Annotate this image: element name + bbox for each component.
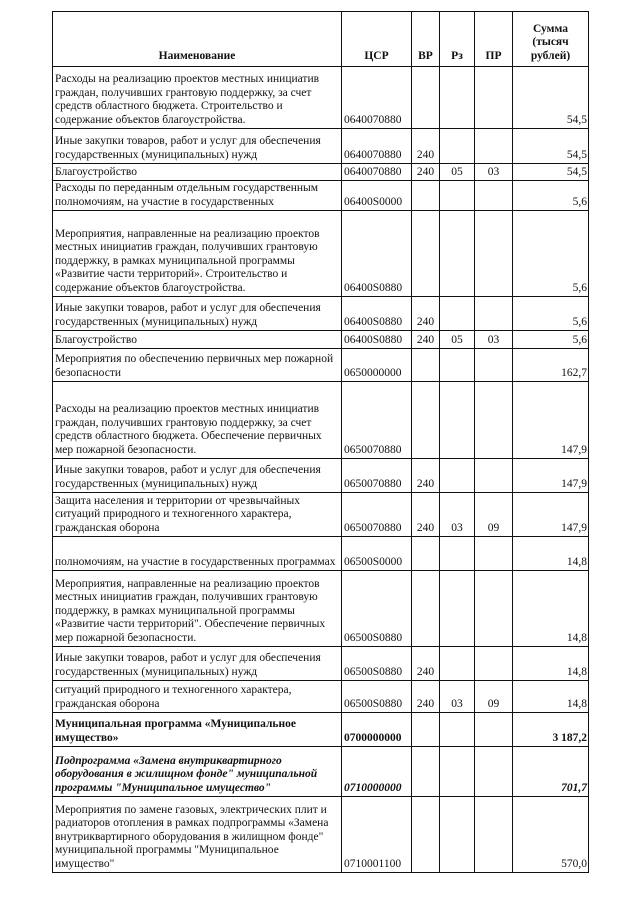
row-pr [475,297,513,331]
row-rz: 03 [440,681,475,713]
row-pr [475,747,513,797]
row-rz [440,459,475,493]
row-csr: 0640070880 [342,164,412,181]
row-vr [412,797,440,873]
row-pr [475,537,513,571]
header-rz: Рз [440,12,475,67]
row-csr: 0710001100 [342,797,412,873]
row-rz [440,297,475,331]
table-row [53,681,589,713]
table-row [53,181,589,211]
row-vr: 240 [412,459,440,493]
row-vr: 240 [412,297,440,331]
row-name: Расходы на реализацию проектов местных инициатив граждан, получивших грантовую поддержку, за счет средств областного бюджета. Строительство и содержание объектов благоустройства. [53,67,342,129]
row-rz [440,747,475,797]
row-name: Защита населения и территории от чрезвычайных ситуаций природного и техногенного характера, гражданская оборона [53,493,342,537]
row-sum: 570,0 [513,797,589,873]
table-row [53,797,589,873]
row-pr: 09 [475,493,513,537]
row-csr: 06500S0000 [342,537,412,571]
row-csr: 0650070880 [342,459,412,493]
table-row [53,459,589,493]
row-vr [412,747,440,797]
table-row [53,331,589,349]
row-csr: 0640070880 [342,129,412,164]
row-name: Мероприятия по обеспечению первичных мер пожарной безопасности [53,349,342,382]
row-name: Расходы на реализацию проектов местных инициатив граждан, получивших грантовую поддержку, за счет средств областного бюджета. Обеспечение первичных мер пожарной безопасности. [53,382,342,459]
row-rz [440,797,475,873]
row-csr: 06400S0880 [342,297,412,331]
table-row [53,164,589,181]
row-vr: 240 [412,331,440,349]
row-rz: 05 [440,164,475,181]
row-name: Иные закупки товаров, работ и услуг для обеспечения государственных (муниципальных) нужд [53,129,342,164]
budget-document [52,11,588,873]
row-pr [475,797,513,873]
row-name: Благоустройство [53,331,342,349]
row-csr: 06500S0880 [342,571,412,647]
row-sum: 162,7 [513,349,589,382]
row-csr: 06500S0880 [342,681,412,713]
budget-table [52,11,589,873]
row-csr: 0650000000 [342,349,412,382]
row-name: Иные закупки товаров, работ и услуг для обеспечения государственных (муниципальных) нужд [53,647,342,681]
table-row [53,67,589,129]
row-vr [412,181,440,211]
table-row [53,713,589,747]
row-rz [440,67,475,129]
row-pr [475,129,513,164]
row-sum: 701,7 [513,747,589,797]
row-pr [475,647,513,681]
row-sum: 54,5 [513,164,589,181]
row-sum: 14,8 [513,681,589,713]
row-rz [440,537,475,571]
row-pr: 09 [475,681,513,713]
header-name: Наименование [53,12,342,67]
row-pr [475,67,513,129]
row-sum: 5,6 [513,181,589,211]
row-pr [475,211,513,297]
row-rz [440,211,475,297]
row-sum: 54,5 [513,67,589,129]
row-rz: 05 [440,331,475,349]
row-sum: 14,8 [513,571,589,647]
row-vr [412,382,440,459]
row-rz [440,382,475,459]
header-vr: ВР [412,12,440,67]
row-vr [412,211,440,297]
header-sum [513,12,589,67]
row-name: Расходы по переданным отдельным государственным полномочиям, на участие в государственных [53,181,342,211]
table-row [53,537,589,571]
table-header-row [53,12,589,67]
row-rz: 03 [440,493,475,537]
row-vr [412,537,440,571]
table-row [53,349,589,382]
header-sum-line1: Сумма [533,22,568,35]
row-pr [475,571,513,647]
row-name: Иные закупки товаров, работ и услуг для обеспечения государственных (муниципальных) нужд [53,297,342,331]
row-pr: 03 [475,331,513,349]
row-sum: 14,8 [513,537,589,571]
row-name: Мероприятия по замене газовых, электрических плит и радиаторов отопления в рамках подпрограммы «Замена внутриквартирного оборудования в жилищном фонде" муниципальной программы "Муниципальное имущество" [53,797,342,873]
row-rz [440,571,475,647]
row-sum: 54,5 [513,129,589,164]
row-vr [412,349,440,382]
row-name: Мероприятия, направленные на реализацию проектов местных инициатив граждан, получивших грантовую поддержку, в рамках муниципальной программы «Развитие части территорий". Обеспечение первичных мер пожарной безопасности. [53,571,342,647]
row-name: полномочиям, на участие в государственных программах [53,537,342,571]
row-csr: 06400S0880 [342,211,412,297]
row-pr [475,459,513,493]
header-sum-line3: рублей) [530,49,571,62]
row-pr [475,181,513,211]
row-csr: 06400S0880 [342,331,412,349]
row-csr: 06400S0000 [342,181,412,211]
row-sum: 147,9 [513,382,589,459]
row-sum: 3 187,2 [513,713,589,747]
row-vr [412,67,440,129]
table-row [53,747,589,797]
table-row [53,129,589,164]
row-rz [440,129,475,164]
row-rz [440,713,475,747]
row-vr: 240 [412,164,440,181]
row-vr: 240 [412,493,440,537]
table-row [53,382,589,459]
row-sum: 14,8 [513,647,589,681]
row-csr: 06500S0880 [342,647,412,681]
row-sum: 147,9 [513,493,589,537]
row-pr [475,382,513,459]
row-vr: 240 [412,129,440,164]
row-csr: 0650070880 [342,493,412,537]
row-vr [412,571,440,647]
row-name: ситуаций природного и техногенного характера, гражданская оборона [53,681,342,713]
row-csr: 0700000000 [342,713,412,747]
row-name: Иные закупки товаров, работ и услуг для обеспечения государственных (муниципальных) нужд [53,459,342,493]
row-csr: 0650070880 [342,382,412,459]
row-rz [440,349,475,382]
row-sum: 147,9 [513,459,589,493]
header-pr: ПР [475,12,513,67]
table-row [53,647,589,681]
table-row [53,297,589,331]
row-name: Благоустройство [53,164,342,181]
row-sum: 5,6 [513,297,589,331]
row-pr: 03 [475,164,513,181]
row-vr [412,713,440,747]
table-row [53,571,589,647]
header-sum-line2: (тысяч [532,36,569,49]
row-vr: 240 [412,647,440,681]
row-vr: 240 [412,681,440,713]
table-row [53,211,589,297]
row-sum: 5,6 [513,331,589,349]
row-rz [440,181,475,211]
row-pr [475,349,513,382]
row-pr [475,713,513,747]
header-csr: ЦСР [342,12,412,67]
table-row [53,493,589,537]
row-csr: 0640070880 [342,67,412,129]
row-name: Муниципальная программа «Муниципальное имущество» [53,713,342,747]
row-name: Подпрограмма «Замена внутриквартирного оборудования в жилищном фонде" муниципальной программы "Муниципальное имущество" [53,747,342,797]
row-rz [440,647,475,681]
row-csr: 0710000000 [342,747,412,797]
row-sum: 5,6 [513,211,589,297]
row-name: Мероприятия, направленные на реализацию проектов местных инициатив граждан, получивших грантовую поддержку, в рамках муниципальной программы «Развитие части территорий». Строительство и содержание объектов благоустройства. [53,211,342,297]
